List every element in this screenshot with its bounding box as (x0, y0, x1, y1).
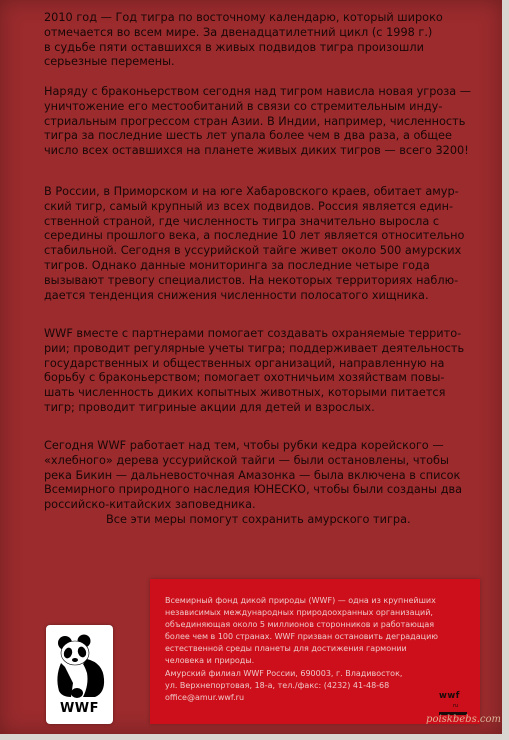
paragraph-wwf-actions (44, 327, 490, 416)
text-line: Всемирного природного наследия ЮНЕСКО, чтобы были созданы два (44, 483, 463, 497)
text-line: дается тенденция снижения численности полосатого хищника. (44, 288, 429, 302)
info-line: office@amur.wwf.ru (165, 692, 245, 702)
text-line: тигра за последние шесть лет упала более чем в два раза, а общее (44, 129, 452, 143)
text-line: «хлебного» дерева уссурийской тайги — были остановлены, чтобы (44, 453, 449, 467)
wwf-small-logo (439, 689, 469, 717)
text-line: В России, в Приморском и на юге Хабаровского краев, обитает амур- (44, 185, 459, 198)
text-line: середины прошлого века, а последние 10 лет является относительно (44, 229, 465, 243)
text-line: вызывают тревогу специалистов. На некоторых территориях наблю- (44, 273, 459, 287)
info-line: Амурский филиал WWF России, 690003, г. Владивосток, (165, 668, 403, 678)
text-line: WWF вместе с партнерами помогает создавать охраняемые террито- (44, 327, 462, 340)
text-line: тигр; проводит тигриные акции для детей и взрослых. (44, 400, 375, 414)
paragraph-new-threat (44, 85, 490, 159)
paragraph-year-of-tiger (44, 11, 490, 70)
wwf-small-logo-sub: ru (453, 703, 459, 709)
text-line: стабильной. Сегодня в уссурийской тайге живет около 500 амурских (44, 244, 462, 258)
wwf-panda-label: WWF (59, 701, 100, 716)
panda-icon (53, 633, 106, 699)
info-line: независимых международных природоохранных организаций, (165, 608, 433, 618)
text-line: уничтожение его местообитаний в связи со стремительным инду- (44, 99, 443, 113)
scan-edge-right (502, 0, 509, 740)
text-line: число всех оставшихся на планете живых диких тигров — всего 3200! (44, 144, 469, 158)
info-line: человека и природы. (165, 656, 255, 666)
text-line: ственной страной, где численность тигра значительно выросла с (44, 214, 440, 228)
info-line: естественной среды планеты для достижения гармонии (165, 644, 407, 654)
closing-line: Все эти меры помогут сохранить амурского тигра. (106, 512, 411, 526)
text-line: отмечается во всем мире. За двенадцатилетний цикл (с 1998 г.) (44, 25, 433, 39)
site-watermark: poiskbebs.com (426, 714, 501, 725)
text-line: тигров. Однако данные мониторинга за последние четыре года (44, 258, 430, 272)
text-line: российско-китайских заповедника. (44, 498, 256, 512)
wwf-small-logo-word: wwf (439, 691, 460, 701)
text-line: рии; проводит регулярные учеты тигра; поддерживает деятельность (44, 341, 465, 355)
text-line: Наряду с браконьерством сегодня над тигром нависла новая угроза — (44, 85, 472, 98)
scan-edge-bottom (0, 734, 509, 740)
wwf-panda-logo (46, 625, 113, 724)
text-line: Сегодня WWF работает над тем, чтобы рубки кедра корейского — (44, 439, 444, 452)
paragraph-amur-tiger-russia (44, 185, 490, 303)
text-line: ский тигр, самый крупный из всех подвидов. Россия является един- (44, 199, 454, 213)
text-line: шать численность диких копытных животных, которыми питается (44, 386, 446, 400)
info-line: более чем в 100 странах. WWF призван остановить деградацию (165, 632, 438, 642)
text-line: река Бикин — дальневосточная Амазонка — была включена в список (44, 468, 461, 482)
text-line: стриальным прогрессом стран Азии. В Индии, например, численность (44, 114, 466, 128)
info-line: ул. Верхнепортовая, 18-а, тел./факс: (4232) 41-48-68 (165, 680, 390, 690)
text-line: серьезные перемены. (44, 55, 175, 69)
info-line: объединяющая около 5 миллионов сторонников и работающая (165, 620, 435, 630)
text-line: в судьбе пяти оставшихся в живых подвидов тигра произошли (44, 40, 424, 54)
wwf-info-box (150, 579, 480, 724)
text-line: государственных и общественных организаций, направленную на (44, 356, 445, 370)
info-line: Всемирный фонд дикой природы (WWF) — одна из крупнейших (165, 596, 436, 605)
wwf-info-text (165, 595, 438, 704)
text-line: борьбу с браконьерством; помогает охотничьим хозяйствам повы- (44, 371, 445, 385)
text-line: 2010 год — Год тигра по восточному календарю, который широко (44, 11, 443, 24)
paragraph-wwf-today (44, 439, 490, 528)
